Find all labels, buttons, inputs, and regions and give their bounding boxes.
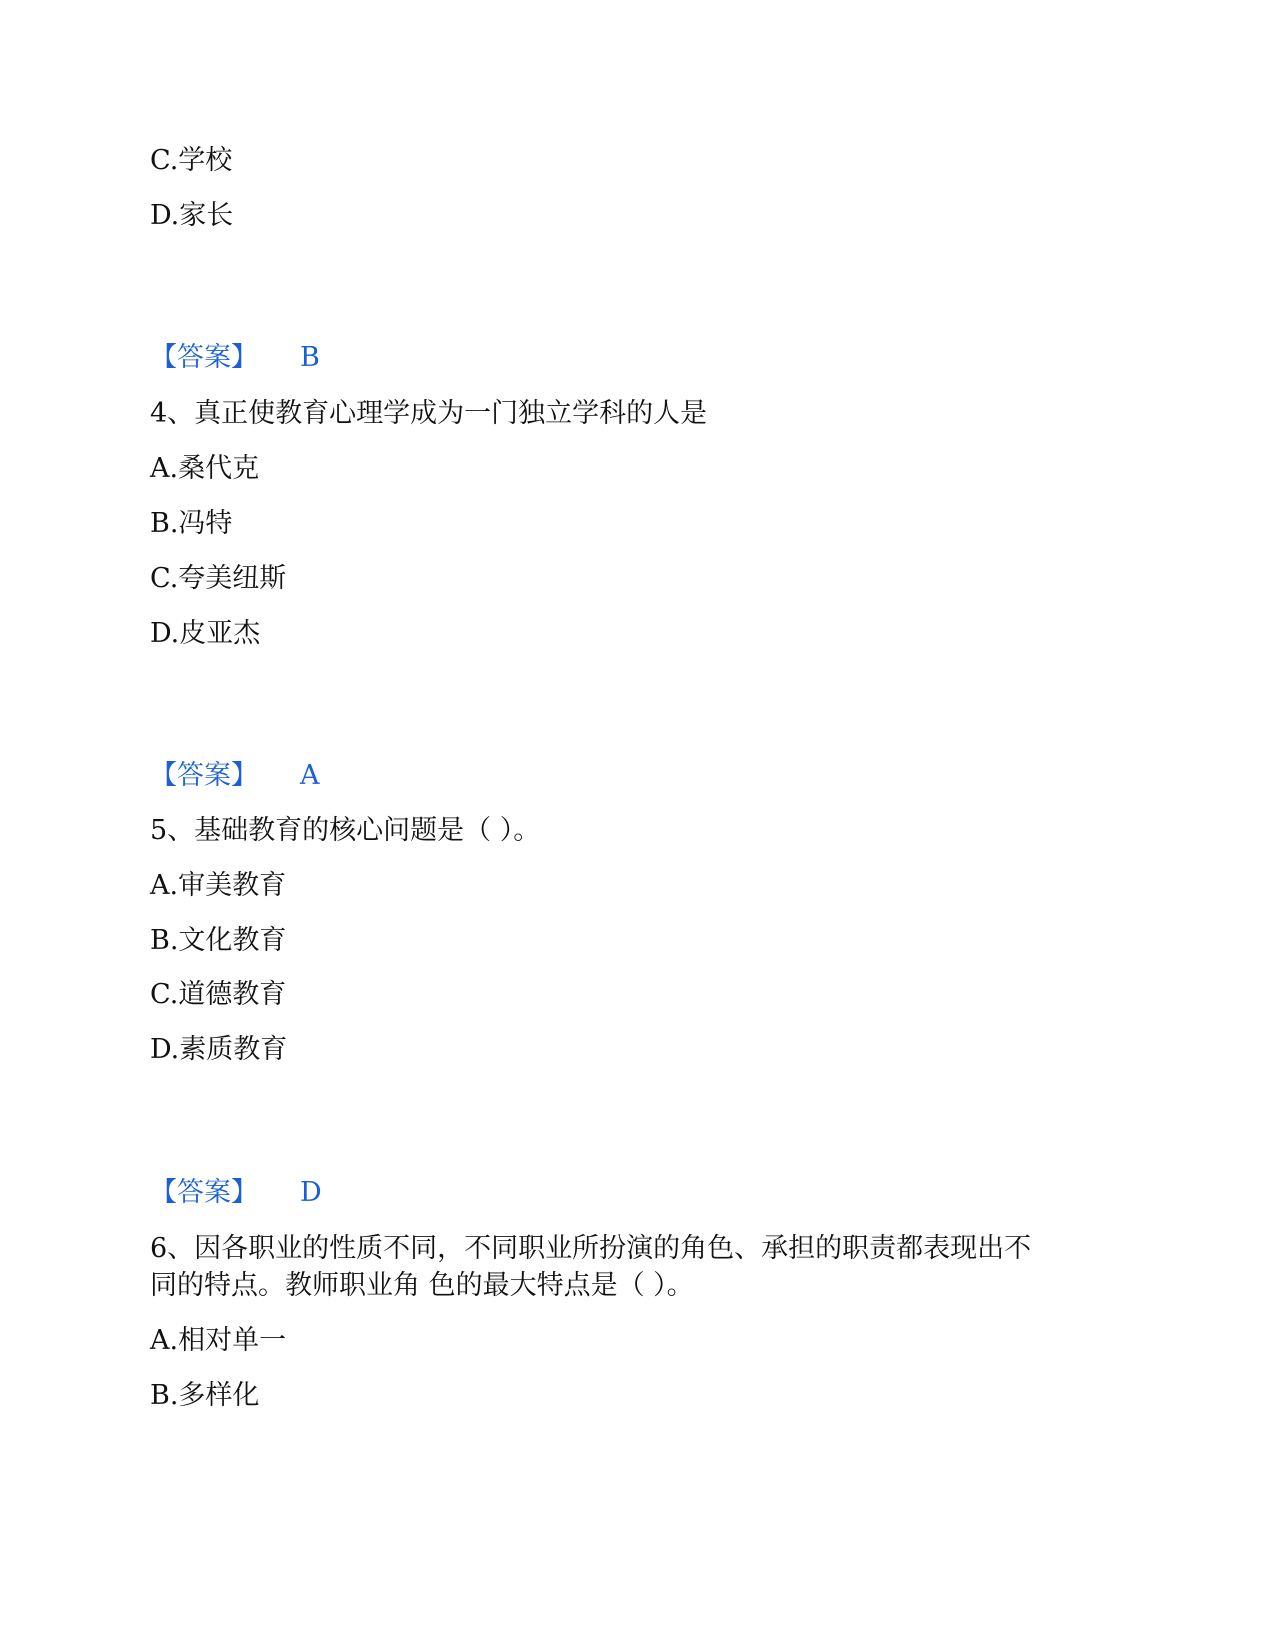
q4-question: 4、真正使教育心理学成为一门独立学科的人是 [150,398,708,429]
q5-option-d: D.素质教育 [150,1034,288,1065]
q4-option-d: D.皮亚杰 [150,618,261,649]
q6-option-b: B.多样化 [150,1380,260,1411]
q6-question-line1: 6、因各职业的性质不同，不同职业所扮演的角色、承担的职责都表现出不 [150,1233,1032,1264]
q3-option-c: C.学校 [150,145,233,176]
answer-value: B [300,342,320,373]
answer-value: D [300,1177,322,1208]
answer-4 [150,758,320,794]
answer-label: 【答案】 [150,1177,258,1208]
answer-5 [150,1175,322,1211]
q5-question: 5、基础教育的核心问题是（ ）。 [150,815,541,846]
q4-option-a: A.桑代克 [150,453,260,484]
answer-label: 【答案】 [150,760,258,791]
q6-question-line2: 同的特点。教师职业角 色的最大特点是（ ）。 [150,1270,694,1301]
answer-value: A [300,760,320,791]
q3-option-d: D.家长 [150,200,234,231]
q6-option-a: A.相对单一 [150,1325,287,1356]
q4-option-b: B.冯特 [150,508,233,539]
q4-option-c: C.夸美纽斯 [150,563,287,594]
q5-option-b: B.文化教育 [150,925,287,956]
q5-option-a: A.审美教育 [150,870,287,901]
answer-3 [150,340,320,376]
answer-label: 【答案】 [150,342,258,373]
q5-option-c: C.道德教育 [150,979,287,1010]
